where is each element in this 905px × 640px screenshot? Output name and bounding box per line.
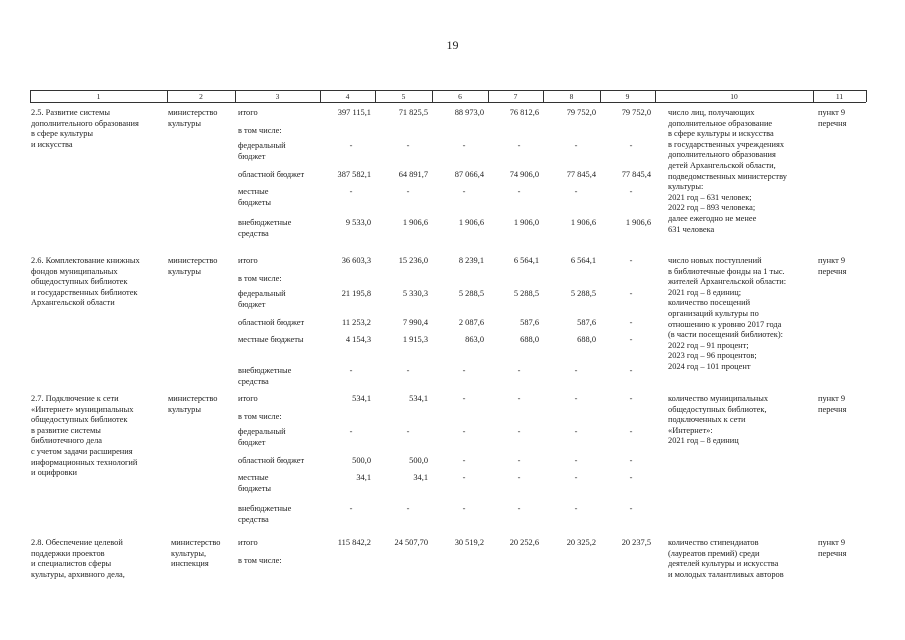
reference-line: перечня [818, 404, 847, 414]
funding-value: - [517, 473, 521, 482]
header-cell-11: 11 [835, 92, 844, 101]
responsible-executor-line: инспекция [171, 559, 209, 569]
funding-value: - [517, 504, 521, 513]
header-top-rule [30, 90, 866, 91]
funding-value: 24 507,70 [394, 538, 428, 547]
funding-value: 863,0 [465, 335, 484, 344]
funding-value: - [517, 366, 521, 375]
target-indicator-line: детей Архангельской области, [668, 161, 776, 170]
funding-value: 8 239,1 [458, 256, 484, 265]
funding-value: - [629, 394, 633, 403]
funding-value: 88 973,0 [454, 108, 484, 117]
header-cell-5: 5 [401, 92, 406, 101]
funding-value: - [517, 394, 521, 403]
funding-value: - [629, 256, 633, 265]
funding-value: - [406, 187, 410, 196]
target-indicator-line: культуры: [668, 182, 704, 192]
measure-name-line: общедоступных библиотек [31, 415, 128, 425]
funding-value: 387 582,1 [337, 170, 371, 179]
funding-value: - [517, 187, 521, 196]
funding-value: - [629, 427, 633, 436]
funding-value: - [462, 456, 466, 465]
funding-value: - [406, 427, 410, 436]
funding-value: - [349, 427, 353, 436]
header-cell-10: 10 [730, 92, 738, 101]
funding-value: 76 812,6 [509, 108, 539, 117]
funding-source-label: итого [238, 394, 258, 403]
measure-name-line: 2.6. Комплектование книжных [31, 256, 140, 265]
funding-value: - [462, 187, 466, 196]
responsible-executor-line: министерство [168, 108, 218, 117]
page-number: 19 [446, 38, 459, 52]
responsible-executor-line: министерство [171, 538, 221, 547]
funding-source-label: областной бюджет [238, 456, 305, 465]
funding-source-label: внебюджетные [238, 366, 292, 375]
measure-name-line: в сфере культуры [31, 129, 94, 139]
funding-source-label: областной бюджет [238, 318, 305, 327]
funding-source-label: средства [238, 228, 269, 238]
measure-name-line: «Интернет» муниципальных [31, 404, 134, 414]
funding-source-label: местные [238, 473, 269, 482]
funding-source-label: федеральный [238, 289, 286, 298]
funding-source-label: в том числе: [238, 412, 282, 421]
measure-name-line: дополнительного образования [31, 118, 139, 128]
target-indicator-line: количество посещений [668, 298, 751, 308]
target-indicator-line: в библиотечные фонды на 1 тыс. [668, 266, 785, 276]
funding-source-label: в том числе: [238, 556, 282, 565]
header-cell-1: 1 [96, 92, 101, 101]
funding-source-label: федеральный [238, 427, 286, 436]
funding-source-label: средства [238, 514, 269, 524]
responsible-executor-line: культуры, [171, 548, 207, 558]
funding-value: - [517, 427, 521, 436]
reference-line: перечня [818, 548, 847, 558]
funding-value: 1 906,0 [513, 218, 539, 227]
funding-value: - [574, 394, 578, 403]
funding-source-label: внебюджетные [238, 504, 292, 513]
reference-line: пункт 9 [818, 256, 846, 265]
target-indicator-line: 2022 год – 893 человека; [668, 203, 756, 213]
funding-value: - [629, 289, 633, 298]
funding-value: - [574, 427, 578, 436]
funding-value: - [574, 141, 578, 150]
measure-name-line: поддержки проектов [31, 548, 105, 558]
funding-value: 79 752,0 [621, 108, 651, 117]
target-indicator-line: подведомственных министерству [668, 171, 787, 181]
header-bottom-rule [30, 102, 866, 103]
funding-value: 5 288,5 [513, 289, 539, 298]
funding-value: 34,1 [413, 473, 428, 482]
funding-value: 4 154,3 [345, 335, 371, 344]
measure-name-line: 2.8. Обеспечение целевой [31, 538, 123, 547]
target-indicator-line: дополнительное образование [668, 118, 773, 128]
funding-value: 20 325,2 [566, 538, 596, 547]
funding-value: - [629, 366, 633, 375]
responsible-executor-line: культуры [168, 118, 201, 128]
funding-value: - [462, 427, 466, 436]
funding-value: - [349, 366, 353, 375]
funding-source-label: местные бюджеты [238, 335, 304, 344]
header-cell-4: 4 [345, 92, 350, 101]
funding-value: - [349, 187, 353, 196]
measure-name-line: 2.5. Развитие системы [31, 108, 110, 117]
target-indicator-line: жителей Архангельской области: [668, 277, 787, 287]
funding-value: 21 195,8 [341, 289, 371, 298]
funding-source-label: итого [238, 108, 258, 117]
funding-value: - [517, 141, 521, 150]
measure-name-line: информационных технологий [31, 457, 138, 467]
target-indicator-line: 2021 год – 631 человек; [668, 192, 752, 202]
funding-value: 500,0 [409, 456, 428, 465]
funding-value: 1 906,6 [402, 218, 428, 227]
funding-value: - [574, 366, 578, 375]
funding-value: 87 066,4 [454, 170, 484, 179]
target-indicator-line: число лиц, получающих [668, 108, 755, 117]
funding-value: - [517, 456, 521, 465]
target-indicator-line: отношению к уровню 2017 года [668, 319, 782, 329]
funding-source-label: итого [238, 256, 258, 265]
funding-value: - [629, 141, 633, 150]
funding-source-label: итого [238, 538, 258, 547]
target-indicator-line: и молодых талантливых авторов [668, 569, 784, 579]
funding-value: 587,6 [520, 318, 539, 327]
reference-line: пункт 9 [818, 108, 846, 117]
funding-value: 77 845,4 [566, 170, 596, 179]
measure-name-line: и специалистов сферы [31, 559, 112, 569]
funding-value: 11 253,2 [341, 318, 371, 327]
measure-name-line: фондов муниципальных [31, 266, 118, 276]
target-indicator-line: (лауреатов премий) среди [668, 548, 760, 558]
funding-value: - [574, 456, 578, 465]
target-indicator-line: (в части посещений библиотек): [668, 330, 783, 340]
funding-value: 500,0 [352, 456, 371, 465]
target-indicator-line: далее ежегодно не менее [668, 214, 757, 223]
funding-value: 5 288,5 [458, 289, 484, 298]
funding-source-label: средства [238, 376, 269, 386]
funding-value: 397 115,1 [337, 108, 371, 117]
header-cell-3: 3 [275, 92, 280, 101]
header-cell-6: 6 [458, 92, 462, 101]
funding-source-label: в том числе: [238, 274, 282, 283]
funding-value: 115 842,2 [337, 538, 371, 547]
funding-source-label: бюджеты [238, 197, 272, 207]
funding-value: - [574, 187, 578, 196]
funding-value: - [629, 335, 633, 344]
header-cell-8: 8 [569, 92, 574, 101]
funding-value: 1 915,3 [402, 335, 428, 344]
funding-value: 534,1 [352, 394, 371, 403]
funding-source-label: бюджеты [238, 483, 272, 493]
funding-value: - [629, 187, 633, 196]
funding-value: - [462, 504, 466, 513]
funding-value: 74 906,0 [509, 170, 539, 179]
funding-value: - [349, 141, 353, 150]
funding-value: - [462, 394, 466, 403]
funding-value: 6 564,1 [513, 256, 539, 265]
funding-value: 15 236,0 [398, 256, 428, 265]
target-indicator-line: 2024 год – 101 процент [668, 362, 751, 371]
funding-source-label: бюджет [238, 151, 266, 161]
funding-value: 36 603,3 [341, 256, 371, 265]
funding-source-label: внебюджетные [238, 218, 292, 227]
target-indicator-line: подключенных к сети [668, 415, 746, 425]
target-indicator-line: деятелей культуры и искусства [668, 559, 779, 569]
funding-source-label: местные [238, 187, 269, 196]
funding-source-label: бюджет [238, 437, 266, 447]
target-indicator-line: число новых поступлений [668, 256, 762, 265]
measure-name-line: Архангельской области [31, 298, 115, 308]
target-indicator-line: «Интернет»: [668, 425, 713, 435]
target-indicator-line: 631 человека [668, 224, 715, 234]
target-indicator-line: 2023 год – 96 процентов; [668, 351, 757, 361]
funding-value: - [629, 504, 633, 513]
header-cell-9: 9 [625, 92, 630, 101]
reference-line: перечня [818, 266, 847, 276]
funding-value: 30 519,2 [454, 538, 484, 547]
target-indicator-line: количество муниципальных [668, 394, 769, 403]
target-indicator-line: организаций культуры по [668, 309, 759, 318]
reference-line: перечня [818, 118, 847, 128]
funding-source-label: бюджет [238, 299, 266, 309]
funding-value: 1 906,6 [458, 218, 484, 227]
funding-source-label: в том числе: [238, 126, 282, 135]
responsible-executor-line: министерство [168, 394, 218, 403]
funding-value: 1 906,6 [625, 218, 651, 227]
funding-value: 34,1 [356, 473, 371, 482]
funding-value: - [406, 141, 410, 150]
reference-line: пункт 9 [818, 538, 846, 547]
funding-value: 587,6 [577, 318, 596, 327]
responsible-executor-line: министерство [168, 256, 218, 265]
funding-value: 20 252,6 [509, 538, 539, 547]
funding-value: 688,0 [577, 335, 596, 344]
target-indicator-line: 2021 год – 8 единиц; [668, 287, 742, 297]
funding-value: 1 906,6 [570, 218, 596, 227]
funding-value: 6 564,1 [570, 256, 596, 265]
funding-value: - [462, 141, 466, 150]
funding-value: 5 330,3 [402, 289, 428, 298]
measure-name-line: и государственных библиотек [31, 287, 138, 297]
measure-name-line: с учетом задачи расширения [31, 447, 133, 456]
measure-name-line: и искусства [31, 139, 73, 149]
responsible-executor-line: культуры [168, 266, 201, 276]
funding-value: 71 825,5 [398, 108, 428, 117]
measure-name-line: и оцифровки [31, 468, 78, 478]
funding-value: 64 891,7 [398, 170, 428, 179]
funding-value: 2 087,6 [458, 318, 484, 327]
target-indicator-line: дополнительного образования [668, 150, 776, 160]
reference-line: пункт 9 [818, 394, 846, 403]
funding-value: - [406, 504, 410, 513]
funding-value: 77 845,4 [621, 170, 651, 179]
funding-value: 534,1 [409, 394, 428, 403]
funding-value: - [462, 366, 466, 375]
funding-value: 688,0 [520, 335, 539, 344]
target-indicator-line: в государственных учреждениях [668, 139, 785, 149]
funding-value: 20 237,5 [621, 538, 651, 547]
measure-name-line: в развитие системы [31, 425, 101, 435]
funding-value: - [574, 473, 578, 482]
funding-value: 5 288,5 [570, 289, 596, 298]
funding-value: - [349, 504, 353, 513]
funding-source-label: областной бюджет [238, 170, 305, 179]
measure-name-line: общедоступных библиотек [31, 277, 128, 287]
funding-value: 7 990,4 [402, 318, 428, 327]
header-cell-7: 7 [513, 92, 518, 101]
target-indicator-line: общедоступных библиотек, [668, 404, 767, 414]
responsible-executor-line: культуры [168, 404, 201, 414]
funding-value: - [629, 456, 633, 465]
measure-name-line: библиотечного дела [31, 436, 102, 446]
funding-value: - [629, 473, 633, 482]
measure-name-line: 2.7. Подключение к сети [31, 394, 119, 403]
funding-value: - [462, 473, 466, 482]
target-indicator-line: количество стипендиатов [668, 538, 759, 547]
funding-value: - [574, 504, 578, 513]
header-cell-2: 2 [199, 92, 203, 101]
target-indicator-line: 2022 год – 91 процент; [668, 340, 749, 350]
funding-value: - [629, 318, 633, 327]
target-indicator-line: в сфере культуры и искусства [668, 129, 774, 139]
funding-value: 9 533,0 [345, 218, 371, 227]
funding-value: - [406, 366, 410, 375]
measure-name-line: культуры, архивного дела, [31, 569, 125, 579]
funding-value: 79 752,0 [566, 108, 596, 117]
target-indicator-line: 2021 год – 8 единиц [668, 436, 739, 446]
funding-source-label: федеральный [238, 141, 286, 150]
